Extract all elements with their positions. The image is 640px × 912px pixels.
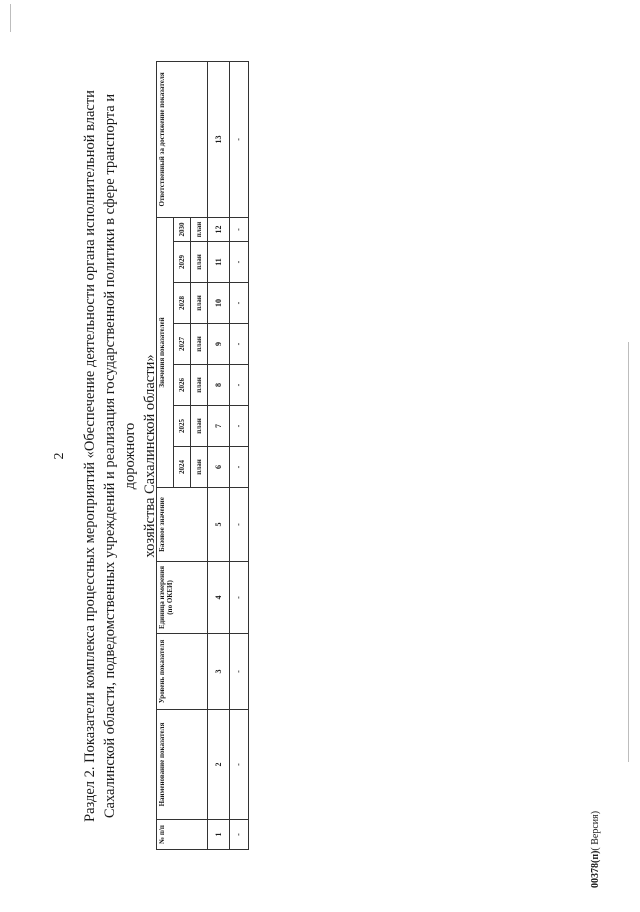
header-year: 2029 bbox=[174, 242, 191, 283]
header-responsible: Ответственный за достижение показателя bbox=[157, 61, 208, 217]
table-cell: - bbox=[230, 488, 249, 562]
column-number: 8 bbox=[208, 365, 230, 406]
header-year: 2030 bbox=[174, 217, 191, 241]
header-plan: план bbox=[191, 283, 208, 324]
table-cell: - bbox=[230, 634, 249, 710]
column-number: 4 bbox=[208, 562, 230, 634]
table-cell: - bbox=[230, 820, 249, 850]
table-cell: - bbox=[230, 365, 249, 406]
column-number: 5 bbox=[208, 488, 230, 562]
header-year: 2027 bbox=[174, 324, 191, 365]
header-level: Уровень показателя bbox=[157, 634, 208, 710]
header-unit: Единица измерения (по ОКЕИ) bbox=[157, 562, 208, 634]
column-number: 2 bbox=[208, 710, 230, 820]
scan-artifact-line bbox=[10, 4, 11, 32]
column-number: 7 bbox=[208, 406, 230, 447]
page-number: 2 bbox=[52, 452, 67, 460]
column-number: 11 bbox=[208, 242, 230, 283]
title-line-1: Раздел 2. Показатели комплекса процессных мероприятий «Обеспечение деятельности органа исполнительной власти bbox=[82, 90, 98, 822]
header-plan: план bbox=[191, 365, 208, 406]
table-row bbox=[230, 61, 249, 849]
table-cell: - bbox=[230, 710, 249, 820]
column-number: 1 bbox=[208, 820, 230, 850]
indicators-table bbox=[156, 61, 249, 850]
column-number: 3 bbox=[208, 634, 230, 710]
table-cell: - bbox=[230, 406, 249, 447]
column-number: 9 bbox=[208, 324, 230, 365]
header-year: 2024 bbox=[174, 447, 191, 488]
title-line-3: хозяйства Сахалинской области» bbox=[142, 354, 158, 558]
header-name: Наименование показателя bbox=[157, 710, 208, 820]
header-plan: план bbox=[191, 324, 208, 365]
table-cell: - bbox=[230, 324, 249, 365]
document-code-number: 00378(п) bbox=[590, 850, 601, 888]
table-cell: - bbox=[230, 283, 249, 324]
column-number: 10 bbox=[208, 283, 230, 324]
title-line-2: Сахалинской области, подведомственных учреждений и реализация государственной политики в сфере транспорта и дорожного bbox=[102, 93, 138, 819]
table-cell: - bbox=[230, 242, 249, 283]
document-code-version: ( Версия) bbox=[590, 810, 601, 851]
table-cell: - bbox=[230, 562, 249, 634]
column-number-row bbox=[208, 61, 230, 849]
table-cell: - bbox=[230, 61, 249, 217]
table-cell: - bbox=[230, 217, 249, 241]
scan-artifact-line bbox=[628, 342, 629, 762]
header-row-1 bbox=[157, 61, 174, 849]
section-title bbox=[80, 60, 160, 852]
header-plan: план bbox=[191, 217, 208, 241]
column-number: 6 bbox=[208, 447, 230, 488]
header-values-group: Значения показателей bbox=[157, 217, 174, 487]
header-num: № п/п bbox=[157, 820, 208, 850]
column-number: 12 bbox=[208, 217, 230, 241]
document-code bbox=[590, 811, 601, 888]
header-base: Базовое значение bbox=[157, 488, 208, 562]
header-year: 2026 bbox=[174, 365, 191, 406]
header-year: 2025 bbox=[174, 406, 191, 447]
header-plan: план bbox=[191, 242, 208, 283]
header-plan: план bbox=[191, 406, 208, 447]
column-number: 13 bbox=[208, 61, 230, 217]
table-cell: - bbox=[230, 447, 249, 488]
header-year: 2028 bbox=[174, 283, 191, 324]
header-plan: план bbox=[191, 447, 208, 488]
